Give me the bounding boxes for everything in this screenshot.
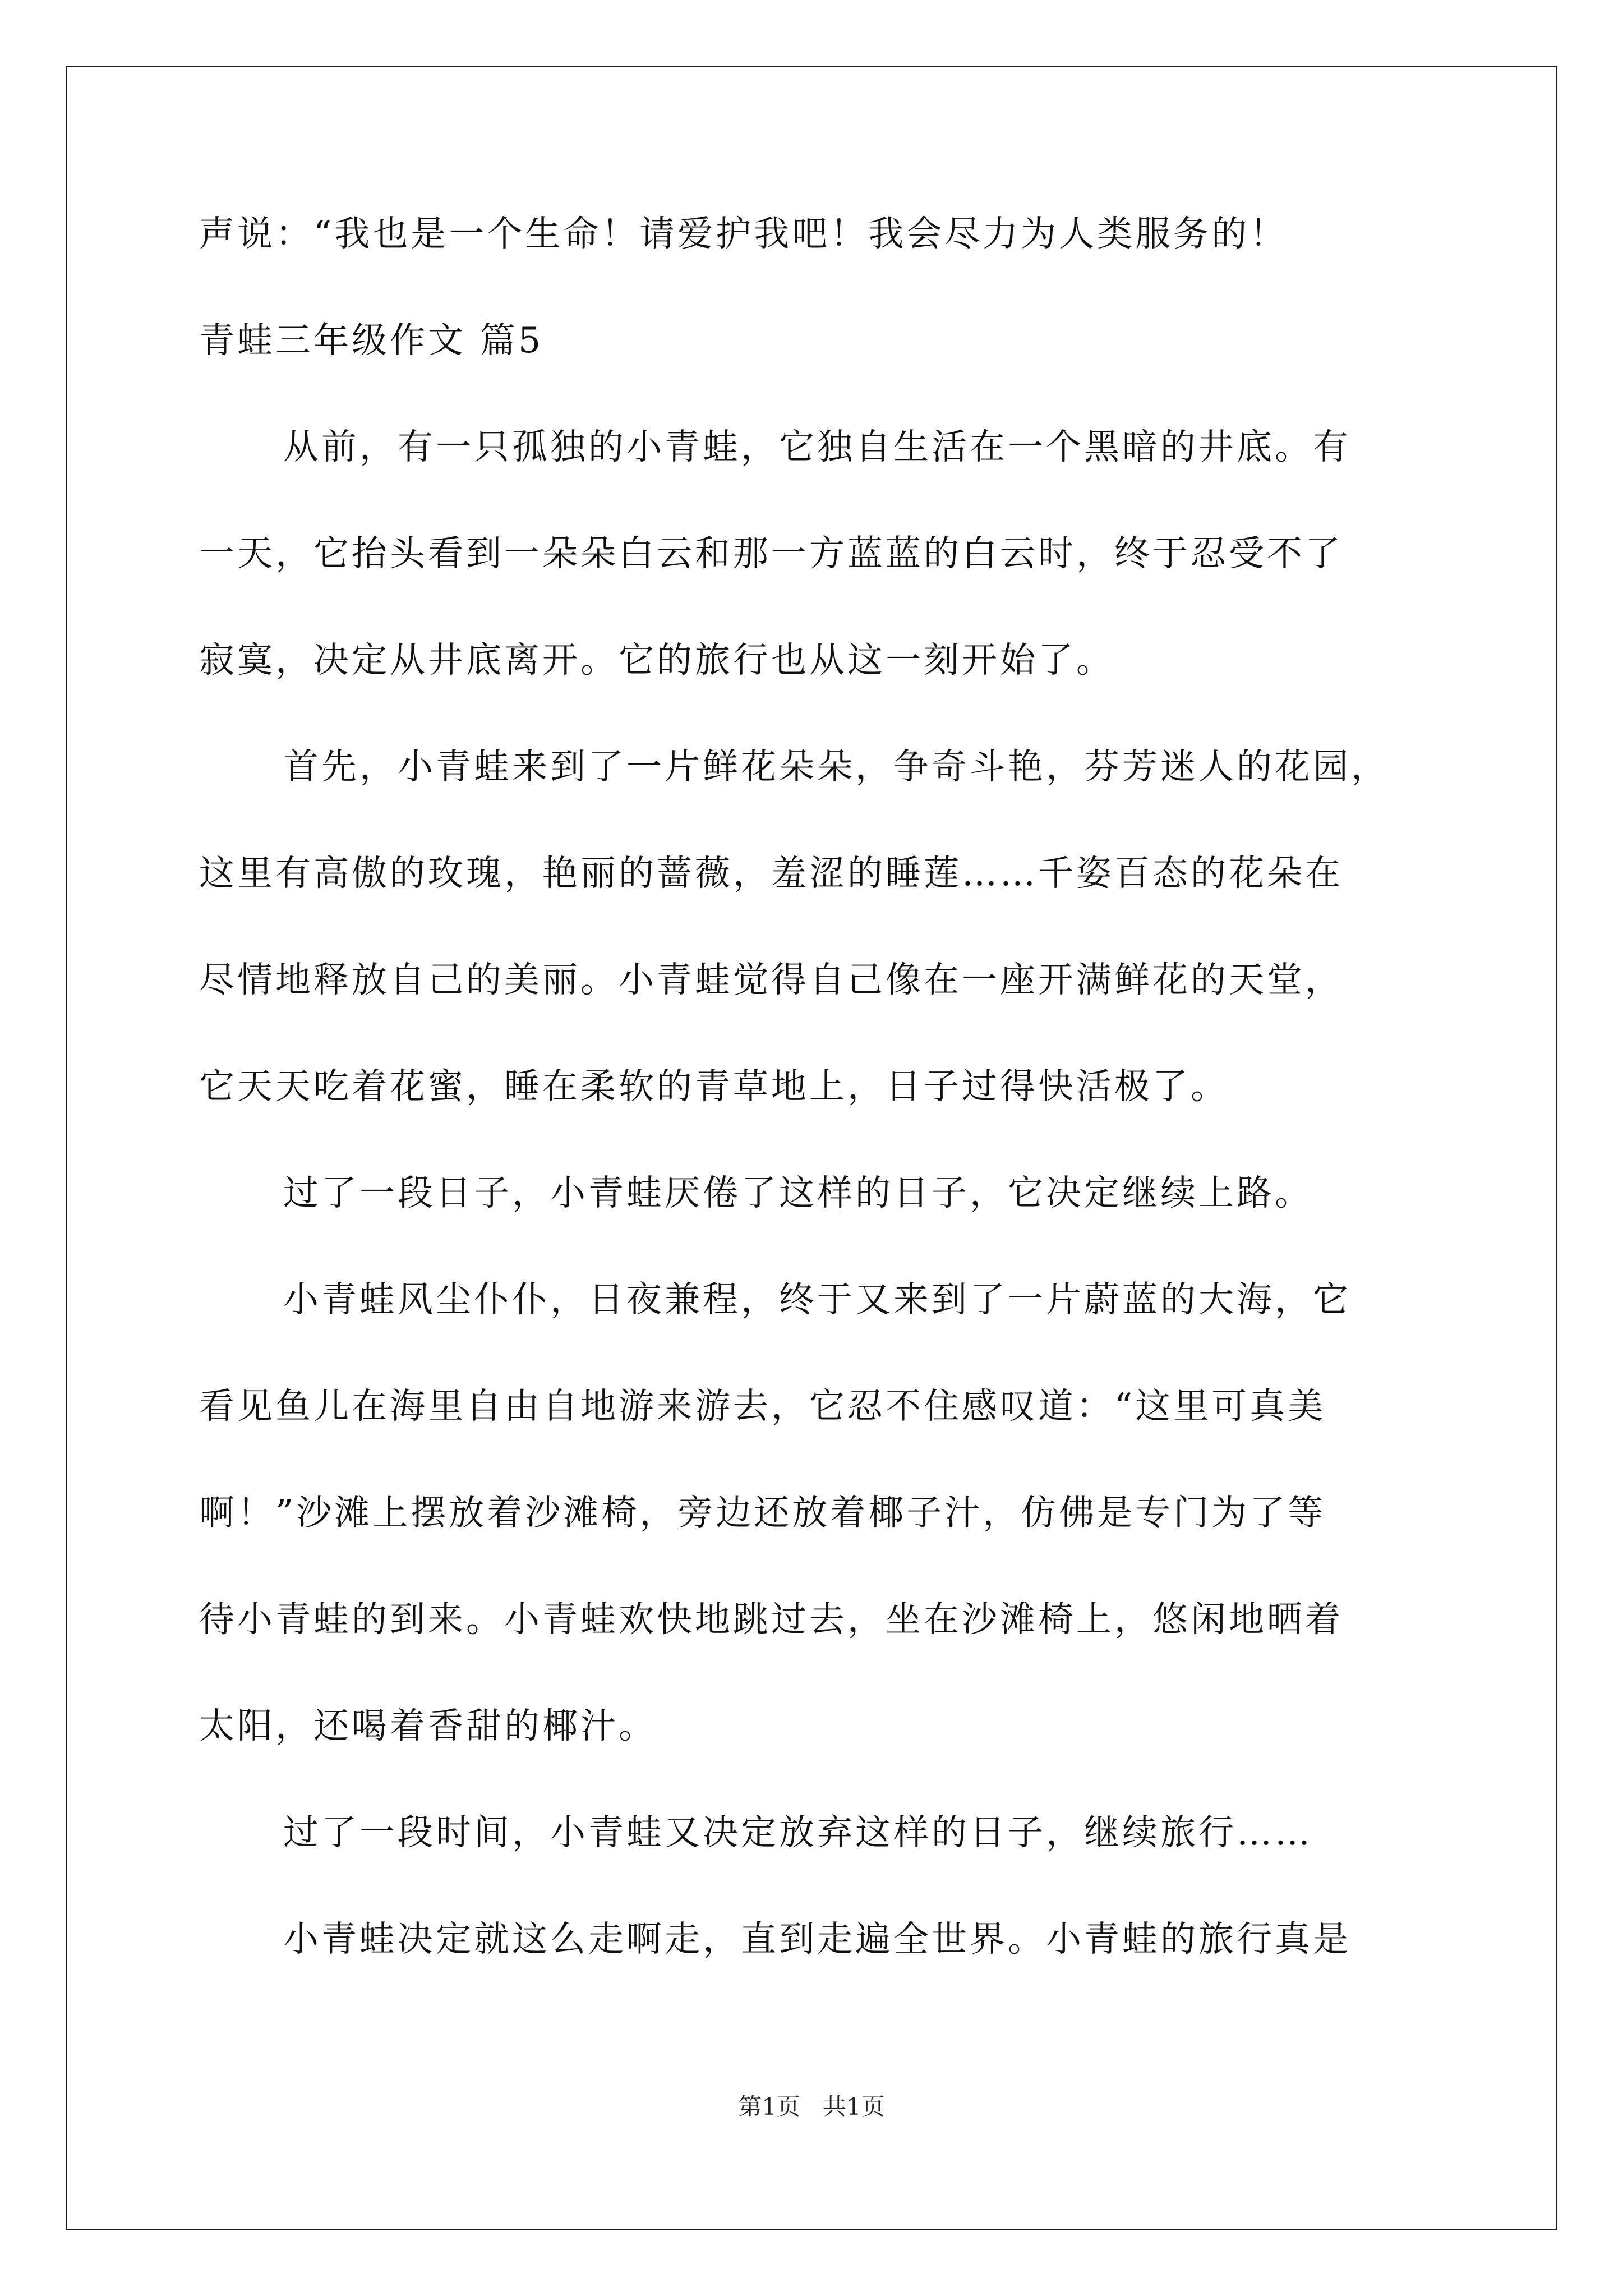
paragraph-line: 从前，有一只孤独的小青蛙，它独自生活在一个黑暗的井底。有: [283, 426, 1351, 467]
paragraph-line: 啊！”沙滩上摆放着沙滩椅，旁边还放着椰子汁，仿佛是专门为了等: [199, 1492, 1326, 1533]
paragraph-line: 看见鱼儿在海里自由自地游来游去，它忍不住感叹道：“这里可真美: [199, 1386, 1326, 1427]
paragraph-line: 待小青蛙的到来。小青蛙欢快地跳过去，坐在沙滩椅上，悠闲地晒着: [199, 1599, 1343, 1640]
paragraph-line: 首先，小青蛙来到了一片鲜花朵朵，争奇斗艳，芬芳迷人的花园，: [283, 746, 1389, 787]
paragraph-line: 这里有高傲的玫瑰，艳丽的蔷薇，羞涩的睡莲……千姿百态的花朵在: [199, 853, 1343, 894]
text-line: 声说：“我也是一个生命！请爱护我吧！我会尽力为人类服务的！: [199, 213, 1288, 254]
section-heading: 青蛙三年级作文 篇5: [199, 320, 544, 361]
page-footer: [0, 2095, 1623, 2119]
page-total: 共1页: [823, 2093, 885, 2120]
paragraph-line: 它天天吃着花蜜，睡在柔软的青草地上，日子过得快活极了。: [199, 1066, 1229, 1107]
paragraph-line: 过了一段时间，小青蛙又决定放弃这样的日子，继续旅行……: [283, 1812, 1313, 1853]
paragraph-line: 太阳，还喝着香甜的椰汁。: [199, 1705, 657, 1746]
paragraph-line: 小青蛙风尘仆仆，日夜兼程，终于又来到了一片蔚蓝的大海，它: [283, 1279, 1351, 1320]
paragraph-line: 一天，它抬头看到一朵朵白云和那一方蓝蓝的白云时，终于忍受不了: [199, 533, 1343, 574]
paragraph-line: 过了一段日子，小青蛙厌倦了这样的日子，它决定继续上路。: [283, 1172, 1313, 1213]
page-number: 第1页: [738, 2093, 800, 2120]
paragraph-line: 小青蛙决定就这么走啊走，直到走遍全世界。小青蛙的旅行真是: [283, 1918, 1351, 1959]
paragraph-line: 寂寞，决定从井底离开。它的旅行也从这一刻开始了。: [199, 639, 1114, 680]
document-body: [199, 213, 1433, 2028]
paragraph-line: 尽情地释放自己的美丽。小青蛙觉得自己像在一座开满鲜花的天堂，: [199, 959, 1343, 1000]
